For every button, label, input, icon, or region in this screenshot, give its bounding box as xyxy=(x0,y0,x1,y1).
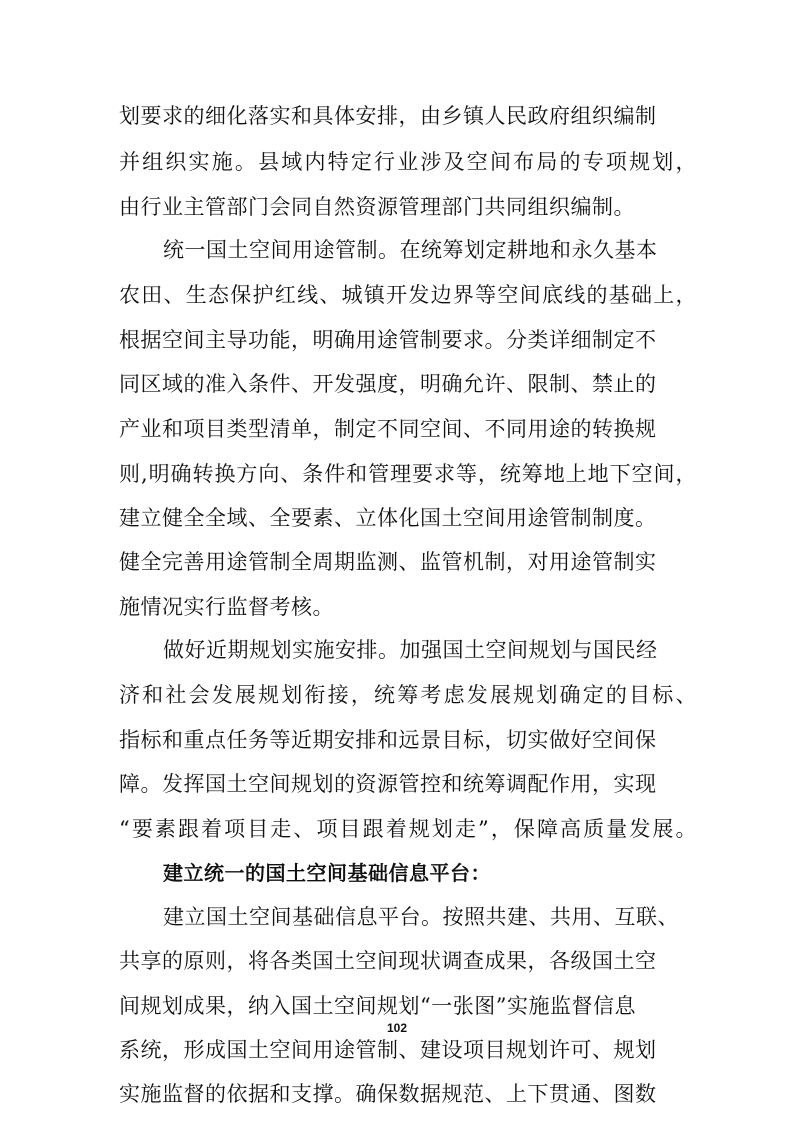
text-line-13: 做好近期规划实施安排。加强国土空间规划与国民经 xyxy=(163,638,658,662)
text-line-20: 共享的原则，将各类国土空间现状调查成果，各级国土空 xyxy=(119,949,657,973)
text-line-9: 则,明确转换方向、条件和管理要求等，统筹地上地下空间， xyxy=(119,462,697,486)
text-line-17: “要素跟着项目走、项目跟着规划走”，保障高质量发展。 xyxy=(119,817,697,841)
text-line-15: 指标和重点任务等近期安排和远景目标，切实做好空间保 xyxy=(119,728,657,752)
text-line-1: 划要求的细化落实和具体安排，由乡镇人民政府组织编制 xyxy=(119,104,657,128)
text-line-8: 产业和项目类型清单，制定不同空间、不同用途的转换规 xyxy=(119,417,657,441)
text-line-16: 障。发挥国土空间规划的资源管控和统筹调配作用，实现 xyxy=(119,772,657,796)
text-line-11: 健全完善用途管制全周期监测、监管机制，对用途管制实 xyxy=(119,550,657,574)
text-line-23: 实施监督的依据和支撑。确保数据规范、上下贯通、图数 xyxy=(119,1082,657,1106)
text-line-7: 同区域的准入条件、开发强度，明确允许、限制、禁止的 xyxy=(119,372,657,396)
text-line-2: 并组织实施。县域内特定行业涉及空间布局的专项规划， xyxy=(119,150,697,174)
text-line-6: 根据空间主导功能，明确用途管制要求。分类详细制定不 xyxy=(119,328,657,352)
text-line-22: 系统，形成国土空间用途管制、建设项目规划许可、规划 xyxy=(119,1038,657,1062)
text-line-3: 由行业主管部门会同自然资源管理部门共同组织编制。 xyxy=(119,195,635,219)
text-line-5: 农田、生态保护红线、城镇开发边界等空间底线的基础上， xyxy=(119,283,697,307)
text-line-4: 统一国土空间用途管制。在统筹划定耕地和永久基本 xyxy=(163,238,658,262)
text-line-12: 施情况实行监督考核。 xyxy=(119,595,334,619)
text-line-19: 建立国土空间基础信息平台。按照共建、共用、互联、 xyxy=(163,905,679,929)
section-heading: 建立统一的国土空间基础信息平台： xyxy=(163,861,491,885)
page-number: 102 xyxy=(386,1021,408,1035)
text-line-10: 建立健全全域、全要素、立体化国土空间用途管制制度。 xyxy=(119,506,657,530)
text-line-21: 间规划成果，纳入国土空间规划“一张图”实施监督信息 xyxy=(119,994,636,1018)
text-line-14: 济和社会发展规划衔接，统筹考虑发展规划确定的目标、 xyxy=(119,683,697,707)
